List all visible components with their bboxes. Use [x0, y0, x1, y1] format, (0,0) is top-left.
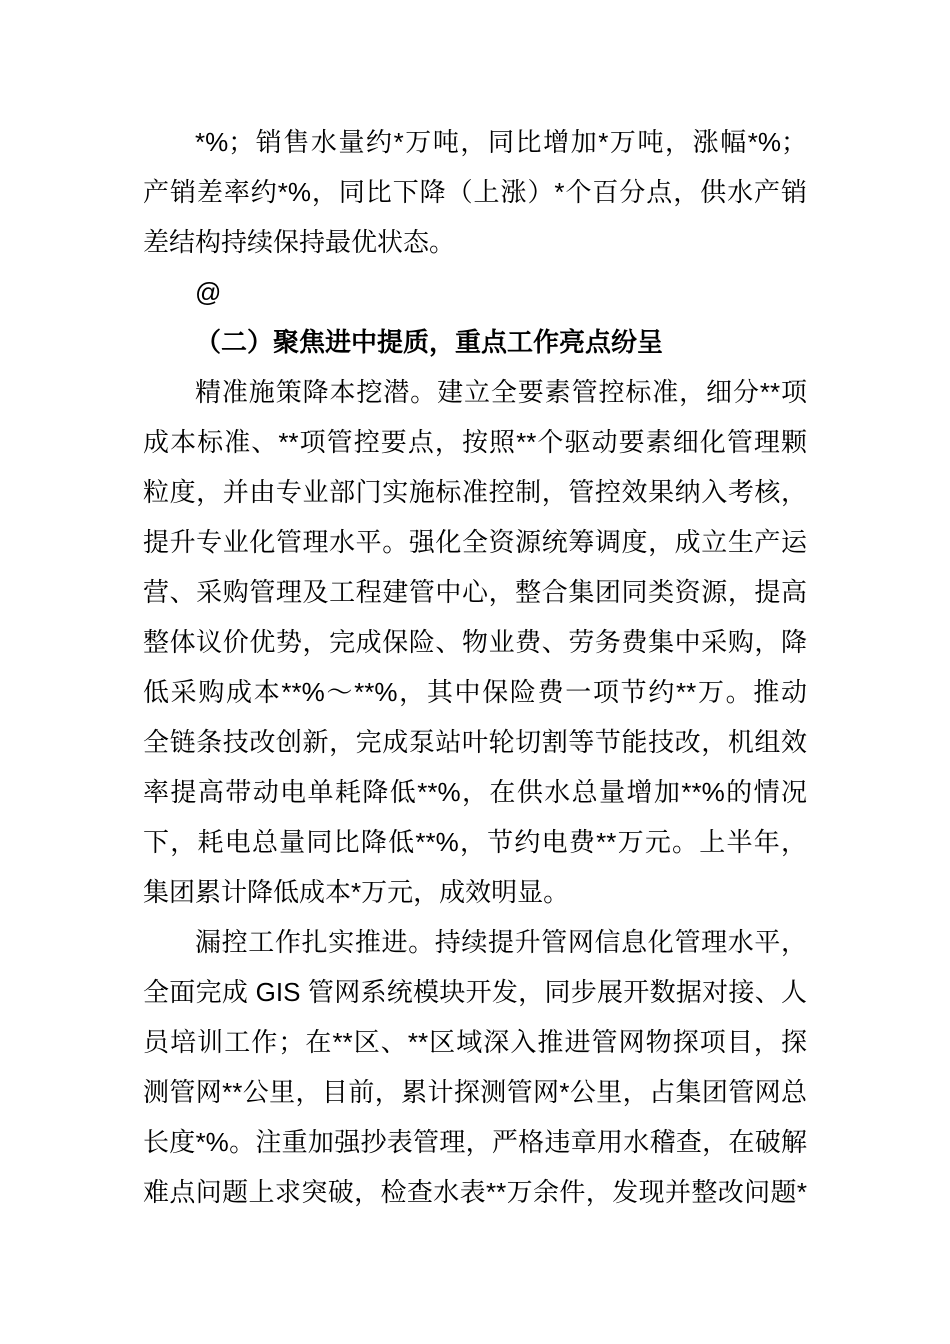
body-text-line: 全链条技改创新，完成泵站叶轮切割等节能技改，机组效 [143, 727, 807, 757]
body-text-line: 粒度，并由专业部门实施标准控制，管控效果纳入考核， [143, 477, 807, 507]
body-text-line: 漏控工作扎实推进。持续提升管网信息化管理水平， [195, 927, 807, 957]
body-text-line: 低采购成本**%～**%，其中保险费一项节约**万。推动 [143, 677, 807, 707]
section-heading: （二）聚焦进中提质，重点工作亮点纷呈 [195, 327, 664, 357]
body-text-line: 长度*%。注重加强抄表管理，严格违章用水稽查，在破解 [143, 1127, 807, 1157]
body-text-line: 提升专业化管理水平。强化全资源统筹调度，成立生产运 [143, 527, 807, 557]
body-text-line: 精准施策降本挖潜。建立全要素管控标准，细分**项 [195, 377, 807, 407]
body-text-line: 成本标准、**项管控要点，按照**个驱动要素细化管理颗 [143, 427, 807, 457]
body-text-line: 率提高带动电单耗降低**%，在供水总量增加**%的情况 [143, 777, 807, 807]
body-text-line: 难点问题上求突破，检查水表**万余件，发现并整改问题* [143, 1177, 807, 1207]
body-text-line: *%；销售水量约*万吨，同比增加*万吨，涨幅*%； [195, 127, 807, 157]
page-body-text [143, 117, 807, 1217]
body-text-line: 测管网**公里，目前，累计探测管网*公里，占集团管网总 [143, 1077, 807, 1107]
body-text-line: 产销差率约*%，同比下降（上涨）*个百分点，供水产销 [143, 177, 807, 207]
body-text-line: 营、采购管理及工程建管中心，整合集团同类资源，提高 [143, 577, 807, 607]
body-text-line: 差结构持续保持最优状态。 [143, 227, 456, 257]
placeholder-at-symbol: @ [195, 277, 222, 307]
body-text-line: 全面完成 GIS 管网系统模块开发，同步展开数据对接、人 [143, 977, 807, 1007]
body-text-line: 下，耗电总量同比降低**%，节约电费**万元。上半年， [143, 827, 807, 857]
body-text-line: 员培训工作；在**区、**区域深入推进管网物探项目，探 [143, 1027, 807, 1057]
body-text-line: 集团累计降低成本*万元，成效明显。 [143, 877, 570, 907]
body-text-line: 整体议价优势，完成保险、物业费、劳务费集中采购，降 [143, 627, 807, 657]
